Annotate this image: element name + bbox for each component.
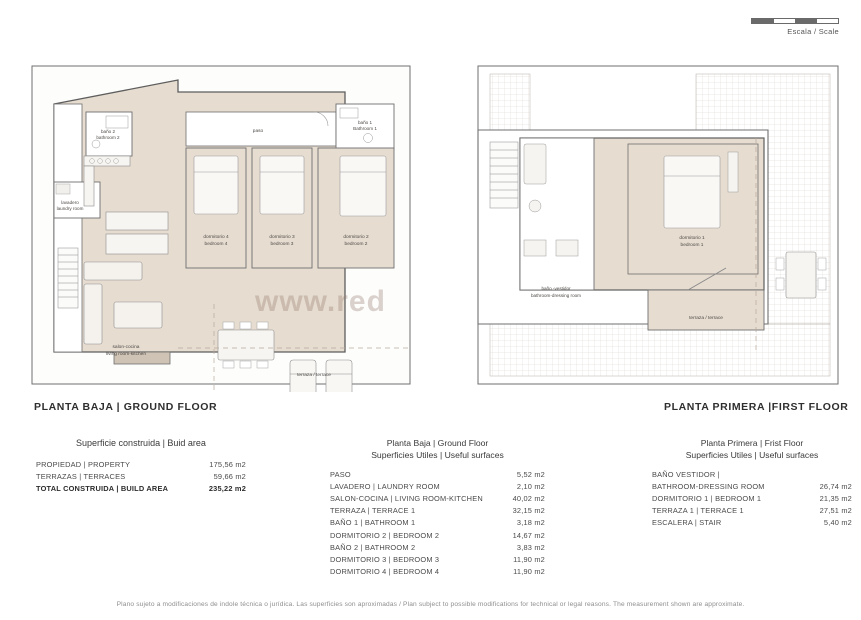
row-value: 11,90 m2 xyxy=(513,567,545,577)
table-row xyxy=(36,482,246,494)
row-label: BAÑO 2 | BATHROOM 2 xyxy=(330,542,416,552)
row-label: ESCALERA | STAIR xyxy=(652,518,722,528)
table-row xyxy=(330,541,545,553)
svg-text:lavadero: lavadero xyxy=(61,200,79,205)
row-value: 3,83 m2 xyxy=(516,542,545,552)
row-label: DORMITORIO 3 | BEDROOM 3 xyxy=(330,554,440,564)
row-label: DORMITORIO 1 | BEDROOM 1 xyxy=(652,493,762,503)
svg-text:dormitorio 1: dormitorio 1 xyxy=(679,236,705,241)
svg-text:terraza / terrace: terraza / terrace xyxy=(297,373,331,378)
svg-text:bedroom 2: bedroom 2 xyxy=(344,242,368,247)
table-row xyxy=(330,517,545,529)
table-row xyxy=(652,517,852,529)
svg-text:bedroom 4: bedroom 4 xyxy=(204,242,228,247)
svg-text:terraza / terrace: terraza / terrace xyxy=(689,316,723,321)
row-value: 5,40 m2 xyxy=(823,518,852,528)
row-value: 175,56 m2 xyxy=(209,459,246,469)
first-surfaces-title-2: Superficies Utiles | Useful surfaces xyxy=(685,450,819,460)
watermark: www.red xyxy=(255,285,386,318)
table-row xyxy=(330,566,545,578)
svg-text:baño 2: baño 2 xyxy=(100,129,116,134)
first-surfaces-block xyxy=(652,437,852,529)
table-row xyxy=(330,468,545,480)
ground-surfaces-block xyxy=(330,437,545,578)
row-label: TERRAZA 1 | TERRACE 1 xyxy=(652,506,744,516)
ground-surfaces-title-1: Planta Baja | Ground Floor xyxy=(386,438,489,448)
row-value: 26,74 m2 xyxy=(819,481,852,491)
table-row xyxy=(36,458,246,470)
table-row xyxy=(330,529,545,541)
row-label: DORMITORIO 4 | BEDROOM 4 xyxy=(330,567,440,577)
row-value: 235,22 m2 xyxy=(208,483,246,493)
row-label: PASO xyxy=(330,469,351,479)
row-label: BATHROOM-DRESSING ROOM xyxy=(652,481,765,491)
row-value: 14,67 m2 xyxy=(512,530,545,540)
svg-text:laundry room: laundry room xyxy=(56,206,84,211)
row-label: TERRAZAS | TERRACES xyxy=(36,471,126,481)
table-row xyxy=(330,505,545,517)
svg-text:baño 1: baño 1 xyxy=(357,120,373,125)
row-label: BAÑO 1 | BATHROOM 1 xyxy=(330,518,416,528)
built-area-block xyxy=(36,437,246,495)
svg-text:bathroom 2: bathroom 2 xyxy=(96,135,120,140)
first-surfaces-heading xyxy=(652,437,852,461)
ground-floor-plan xyxy=(18,52,438,392)
svg-text:dormitorio 3: dormitorio 3 xyxy=(269,235,295,240)
built-area-title: Superficie construida | Buid area xyxy=(76,438,206,448)
scale-bar-graphic xyxy=(751,18,839,24)
table-row xyxy=(330,480,545,492)
row-label: LAVADERO | LAUNDRY ROOM xyxy=(330,481,440,491)
svg-text:baño -vestidor: baño -vestidor xyxy=(541,286,571,291)
row-label: TOTAL CONSTRUIDA | BUILD AREA xyxy=(36,483,169,493)
table-row xyxy=(36,470,246,482)
row-value: 11,90 m2 xyxy=(513,554,545,564)
first-surfaces-table xyxy=(652,468,852,529)
legal-footer: Plano sujeto a modificaciones de indole técnica o jurídica. Las superficies son aproximadas / Plan subject to possible modifications for technical or legal reasons. The measurement shown are approximate. xyxy=(116,601,745,608)
table-row xyxy=(652,468,852,480)
svg-text:salon-cocina: salon-cocina xyxy=(112,345,140,350)
svg-text:Bathroom 1: Bathroom 1 xyxy=(353,126,377,131)
row-value: 5,52 m2 xyxy=(516,469,545,479)
table-row xyxy=(652,480,852,492)
row-value xyxy=(799,468,852,480)
row-value: 40,02 m2 xyxy=(512,493,545,503)
svg-text:bedroom 1: bedroom 1 xyxy=(680,243,704,248)
row-value: 32,15 m2 xyxy=(512,506,545,516)
row-label: DORMITORIO 2 | BEDROOM 2 xyxy=(330,530,440,540)
ground-surfaces-heading xyxy=(330,437,545,461)
row-label: BAÑO VESTIDOR | xyxy=(652,469,720,479)
first-floor-plan xyxy=(468,52,848,392)
first-surfaces-title-1: Planta Primera | Frist Floor xyxy=(700,438,804,448)
table-row xyxy=(330,492,545,504)
built-area-table xyxy=(36,458,246,495)
table-row xyxy=(330,553,545,565)
ground-surfaces-table xyxy=(330,468,545,578)
row-value: 21,35 m2 xyxy=(819,493,852,503)
ground-surfaces-title-2: Superficies Utiles | Useful surfaces xyxy=(371,450,504,460)
table-row xyxy=(652,492,852,504)
row-value: 27,51 m2 xyxy=(819,506,852,516)
svg-text:bathroom-dressing room: bathroom-dressing room xyxy=(530,293,582,298)
row-label: TERRAZA | TERRACE 1 xyxy=(330,506,416,516)
svg-text:bedroom 3: bedroom 3 xyxy=(270,242,294,247)
row-label: PROPIEDAD | PROPERTY xyxy=(36,459,131,469)
ground-floor-title: PLANTA BAJA | GROUND FLOOR xyxy=(34,401,218,413)
row-value: 2,10 m2 xyxy=(516,481,545,491)
svg-text:dormitorio 2: dormitorio 2 xyxy=(343,235,369,240)
first-floor-title: PLANTA PRIMERA |FIRST FLOOR xyxy=(664,401,849,413)
svg-text:living room-kitchen: living room-kitchen xyxy=(106,352,146,357)
svg-text:dormitorio 4: dormitorio 4 xyxy=(203,235,229,240)
svg-text:paso: paso xyxy=(252,129,264,134)
table-row xyxy=(652,505,852,517)
scale-label: Escala / Scale xyxy=(787,27,839,36)
row-value: 3,18 m2 xyxy=(516,518,545,528)
scale-bar-wrap xyxy=(749,18,839,36)
row-label: SALON-COCINA | LIVING ROOM-KITCHEN xyxy=(330,493,483,503)
row-value: 59,66 m2 xyxy=(213,471,246,481)
